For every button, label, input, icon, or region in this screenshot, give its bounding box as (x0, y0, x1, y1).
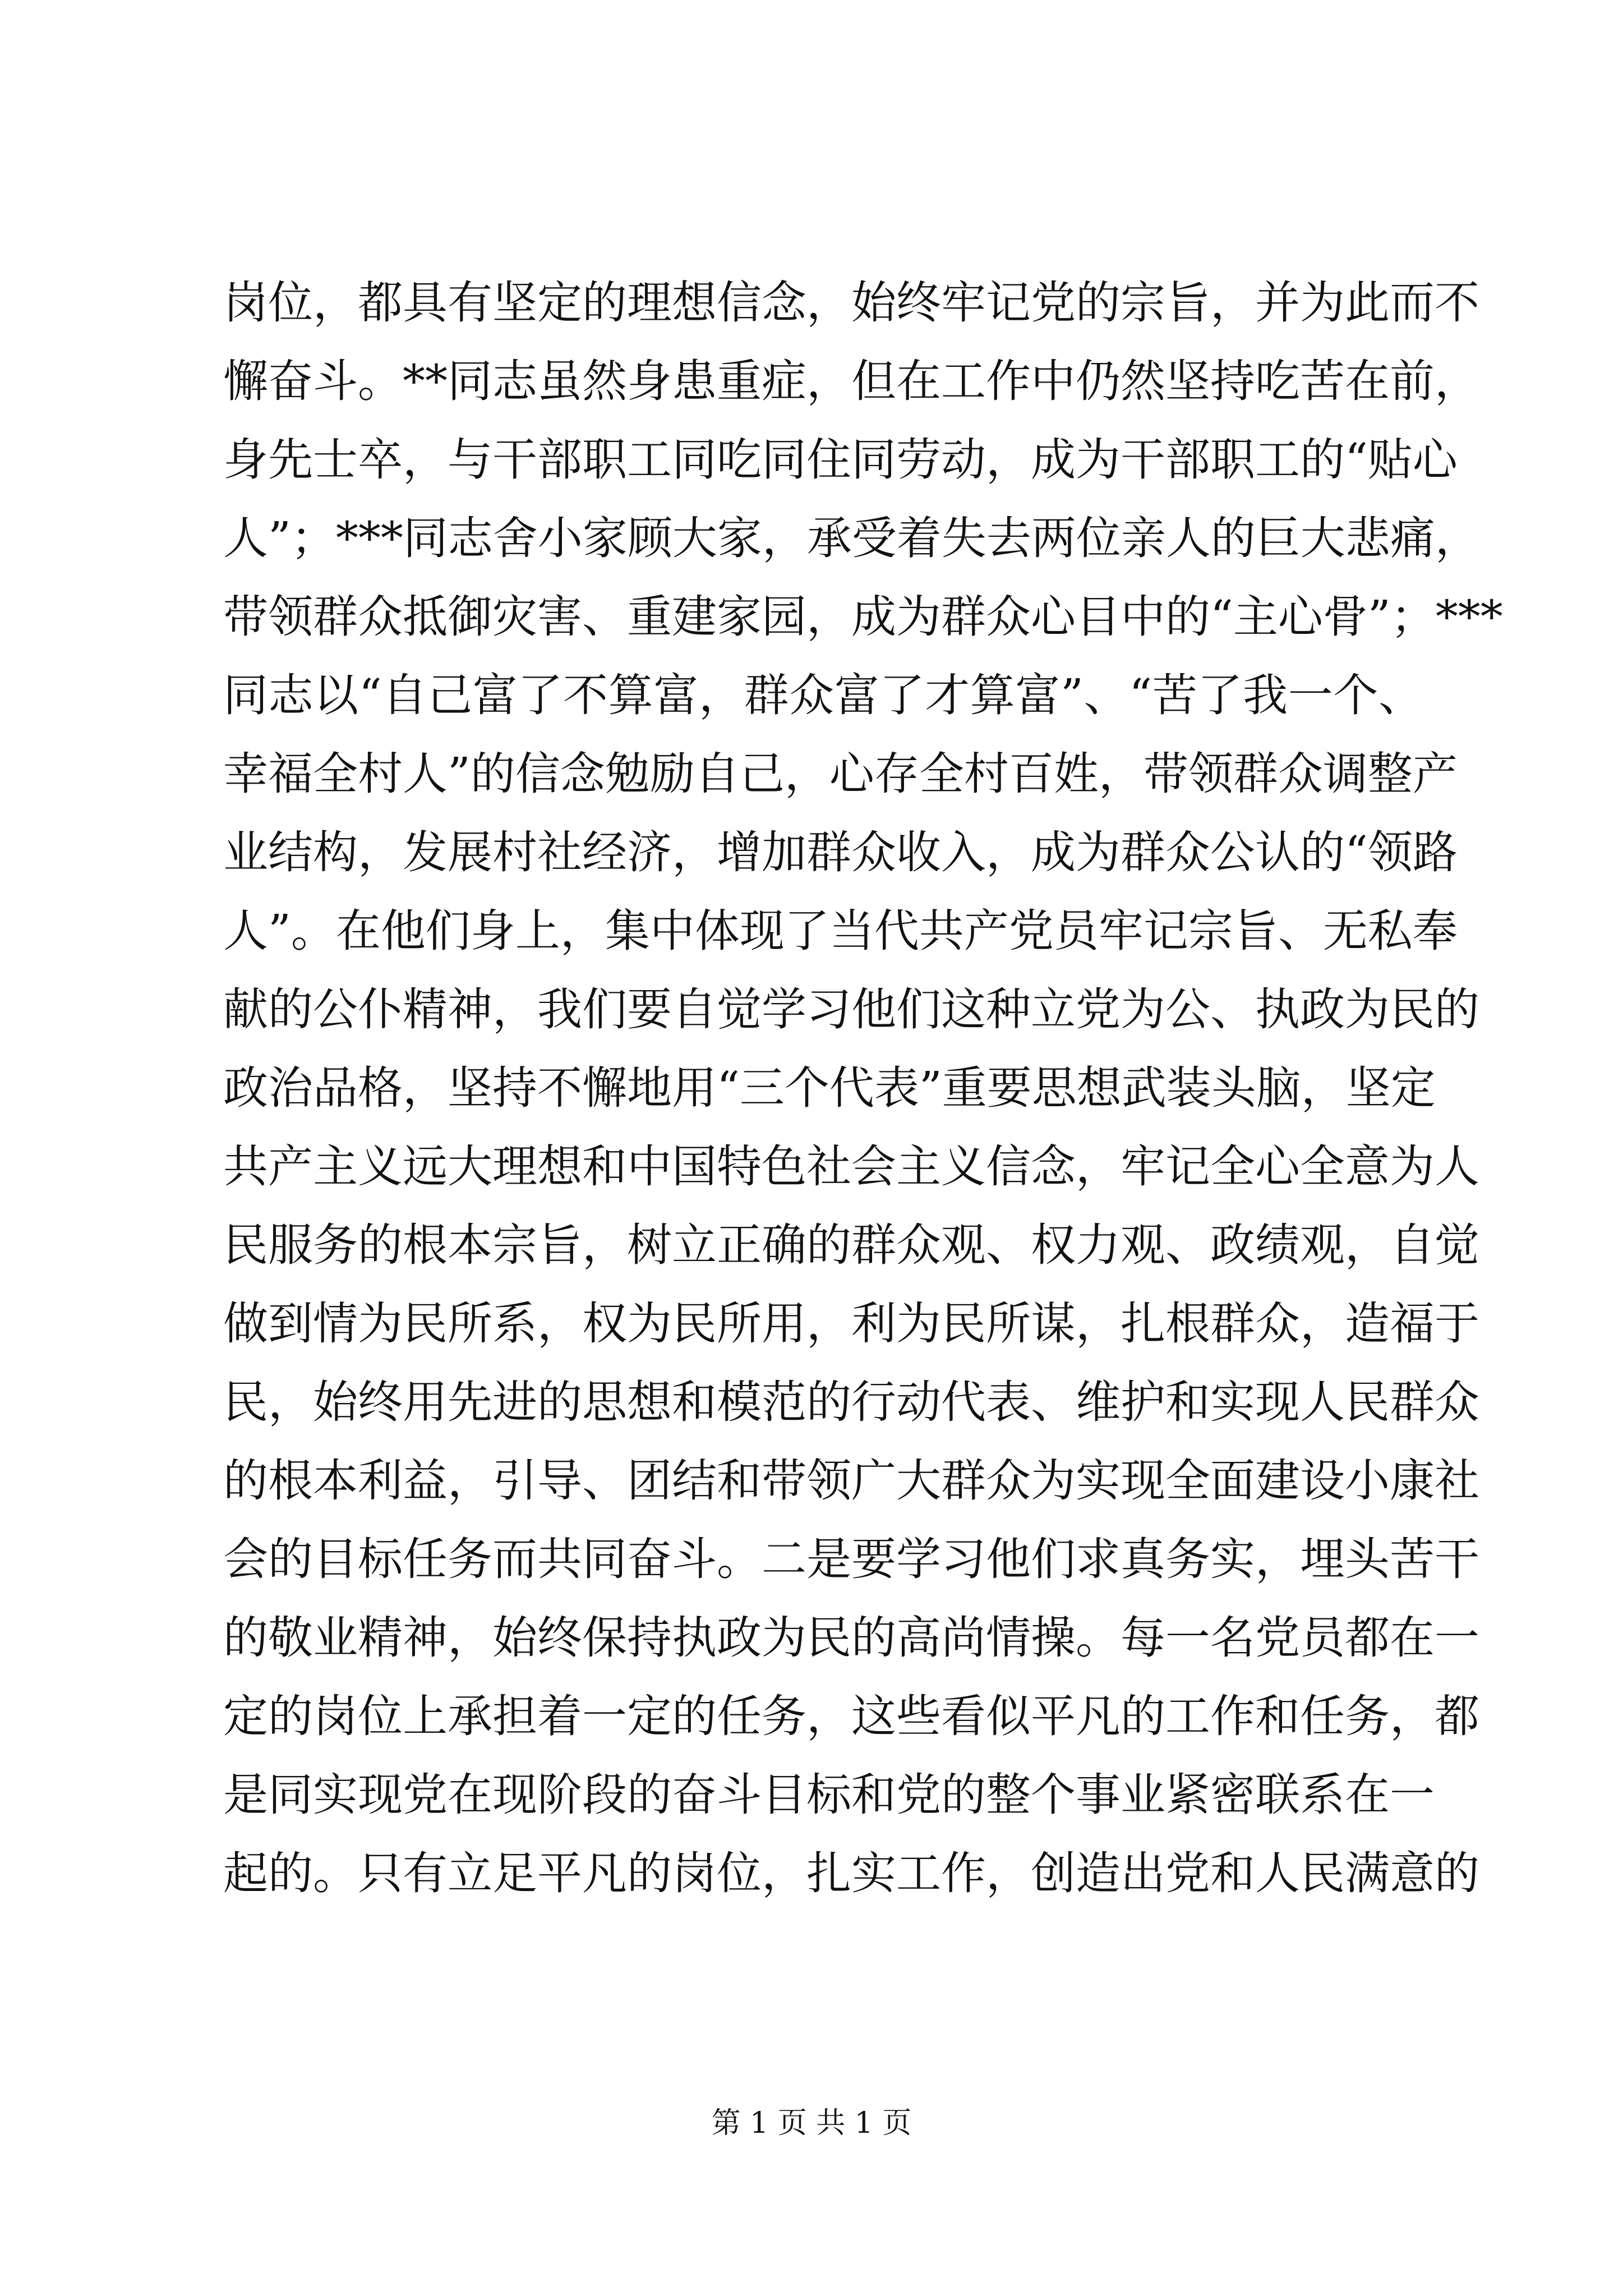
body-text (223, 264, 1503, 1913)
text-line: 民服务的根本宗旨，树立正确的群众观、权力观、政绩观，自觉 (223, 1219, 1479, 1271)
text-line: 共产主义远大理想和中国特色社会主义信念，牢记全心全意为人 (223, 1140, 1479, 1193)
text-line: 是同实现党在现阶段的奋斗目标和党的整个事业紧密联系在一 (223, 1769, 1435, 1821)
text-line: 带领群众抵御灾害、重建家园，成为群众心目中的“主心骨”；*** (223, 591, 1503, 643)
text-line: 民，始终用先进的思想和模范的行动代表、维护和实现人民群众 (223, 1376, 1479, 1428)
text-line: 做到情为民所系，权为民所用，利为民所谋，扎根群众，造福于 (223, 1297, 1479, 1350)
text-line: 的敬业精神，始终保持执政为民的高尚情操。每一名党员都在一 (223, 1612, 1479, 1664)
text-line: 同志以“自己富了不算富，群众富了才算富”、“苦了我一个、 (223, 669, 1423, 721)
text-line: 人”；***同志舍小家顾大家，承受着失去两位亲人的巨大悲痛， (223, 512, 1480, 564)
text-line: 献的公仆精神，我们要自觉学习他们这种立党为公、执政为民的 (223, 983, 1479, 1036)
text-line: 起的。只有立足平凡的岗位，扎实工作，创造出党和人民满意的 (223, 1847, 1479, 1899)
page-footer (0, 2104, 1623, 2143)
text-line: 政治品格，坚持不懈地用“三个代表”重要思想武装头脑，坚定 (223, 1062, 1436, 1114)
text-line: 岗位，都具有坚定的理想信念，始终牢记党的宗旨，并为此而不 (223, 277, 1479, 329)
text-line: 定的岗位上承担着一定的任务，这些看似平凡的工作和任务，都 (223, 1690, 1479, 1742)
text-line: 幸福全村人”的信念勉励自己，心存全村百姓，带领群众调整产 (223, 748, 1458, 800)
text-line: 业结构，发展村社经济，增加群众收入，成为群众公认的“领路 (223, 826, 1458, 878)
text-line: 的根本利益，引导、团结和带领广大群众为实现全面建设小康社 (223, 1455, 1479, 1507)
text-line: 会的目标任务而共同奋斗。二是要学习他们求真务实，埋头苦干 (223, 1533, 1479, 1585)
text-line: 懈奋斗。**同志虽然身患重症，但在工作中仍然坚持吃苦在前， (223, 355, 1479, 407)
page-number-label: 第 1 页 共 1 页 (711, 2106, 912, 2140)
text-line: 人”。在他们身上，集中体现了当代共产党员牢记宗旨、无私奉 (223, 905, 1458, 957)
text-line: 身先士卒，与干部职工同吃同住同劳动，成为干部职工的“贴心 (223, 434, 1458, 486)
